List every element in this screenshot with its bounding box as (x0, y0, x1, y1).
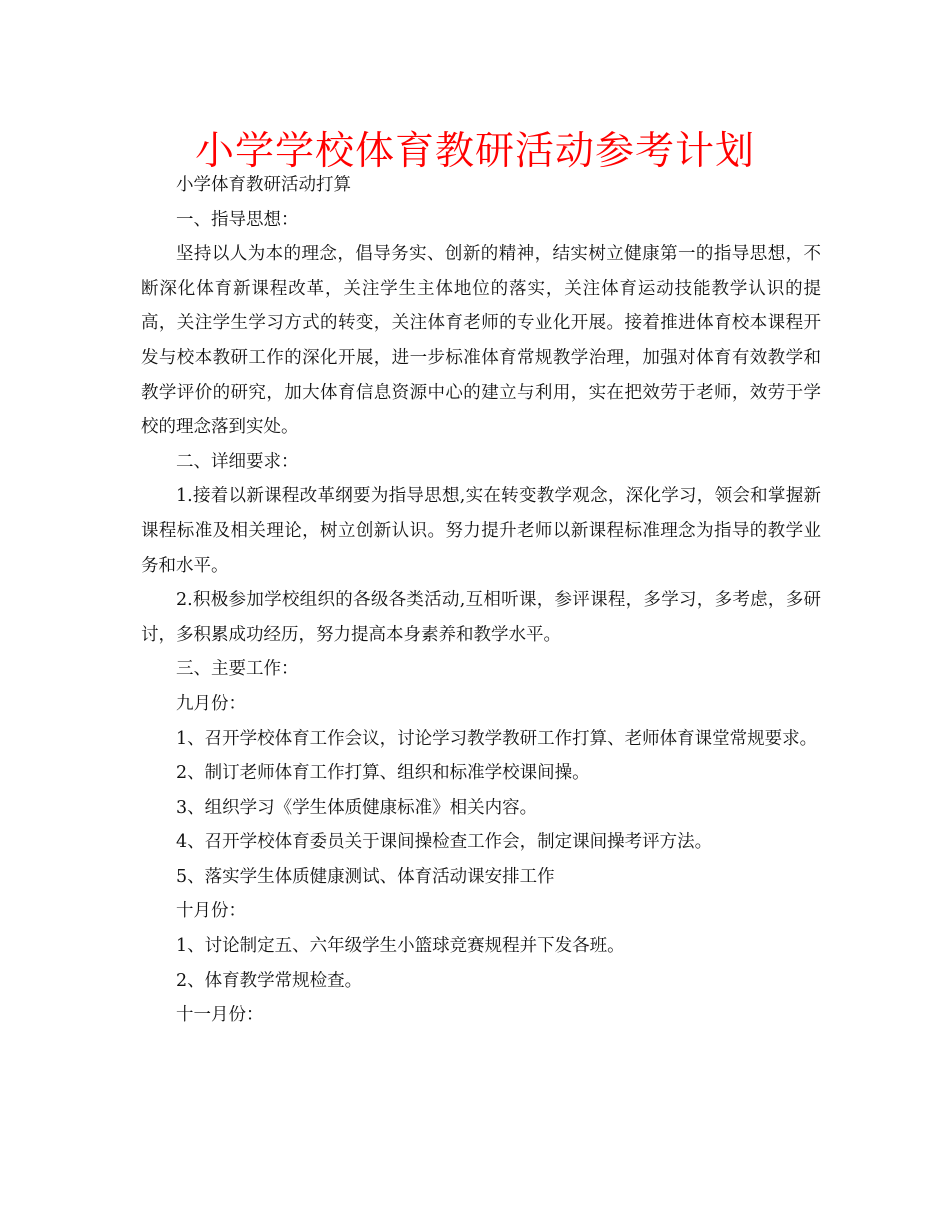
document-body (141, 168, 821, 1033)
month-heading-october: 十月份： (176, 901, 246, 922)
month-heading-september: 九月份： (176, 693, 246, 714)
section-heading-guiding-thought: 一、指导思想： (176, 209, 299, 230)
requirement-item-1: 1.接着以新课程改革纲要为指导思想,实在转变教学观念，深化学习，领会和掌握新课程标准及相关理论，树立创新认识。努力提升老师以新课程标准理念为指导的教学业务和水平。 (141, 486, 821, 576)
section-heading-main-work: 三、主要工作： (176, 659, 299, 680)
section-heading-requirements: 二、详细要求： (176, 451, 299, 472)
requirement-item-2: 2.积极参加学校组织的各级各类活动,互相听课，参评课程，多学习，多考虑，多研讨，多积累成功经历，努力提高本身素养和教学水平。 (141, 590, 821, 645)
september-item-2: 2、制订老师体育工作打算、组织和标准学校课间操。 (176, 763, 590, 784)
paragraph-subtitle: 小学体育教研活动打算 (176, 175, 351, 195)
september-item-4: 4、召开学校体育委员关于课间操检查工作会，制定课间操考评方法。 (176, 832, 713, 853)
paragraph-guiding-thought: 坚持以人为本的理念，倡导务实、创新的精神，结实树立健康第一的指导思想，不断深化体育新课程改革，关注学生主体地位的落实，关注体育运动技能教学认识的提高，关注学生学习方式的转变，关注体育老师的专业化开展。接着推进体育校本课程开发与校本教研工作的深化开展，进一步标准体育常规教学治理，加强对体育有效教学和教学评价的研究，加大体育信息资源中心的建立与利用，实在把效劳于老师，效劳于学校的理念落到实处。 (141, 244, 821, 438)
october-item-1: 1、讨论制定五、六年级学生小篮球竞赛规程并下发各班。 (176, 936, 625, 957)
september-item-5: 5、落实学生体质健康测试、体育活动课安排工作 (176, 866, 555, 887)
september-item-1: 1、召开学校体育工作会议，讨论学习教学教研工作打算、老师体育课堂常规要求。 (176, 728, 818, 749)
october-item-2: 2、体育教学常规检查。 (176, 970, 363, 991)
document-title: 小学学校体育教研活动参考计划 (194, 129, 755, 174)
month-heading-november: 十一月份： (176, 1005, 264, 1026)
september-item-3: 3、组织学习《学生体质健康标准》相关内容。 (176, 797, 538, 818)
